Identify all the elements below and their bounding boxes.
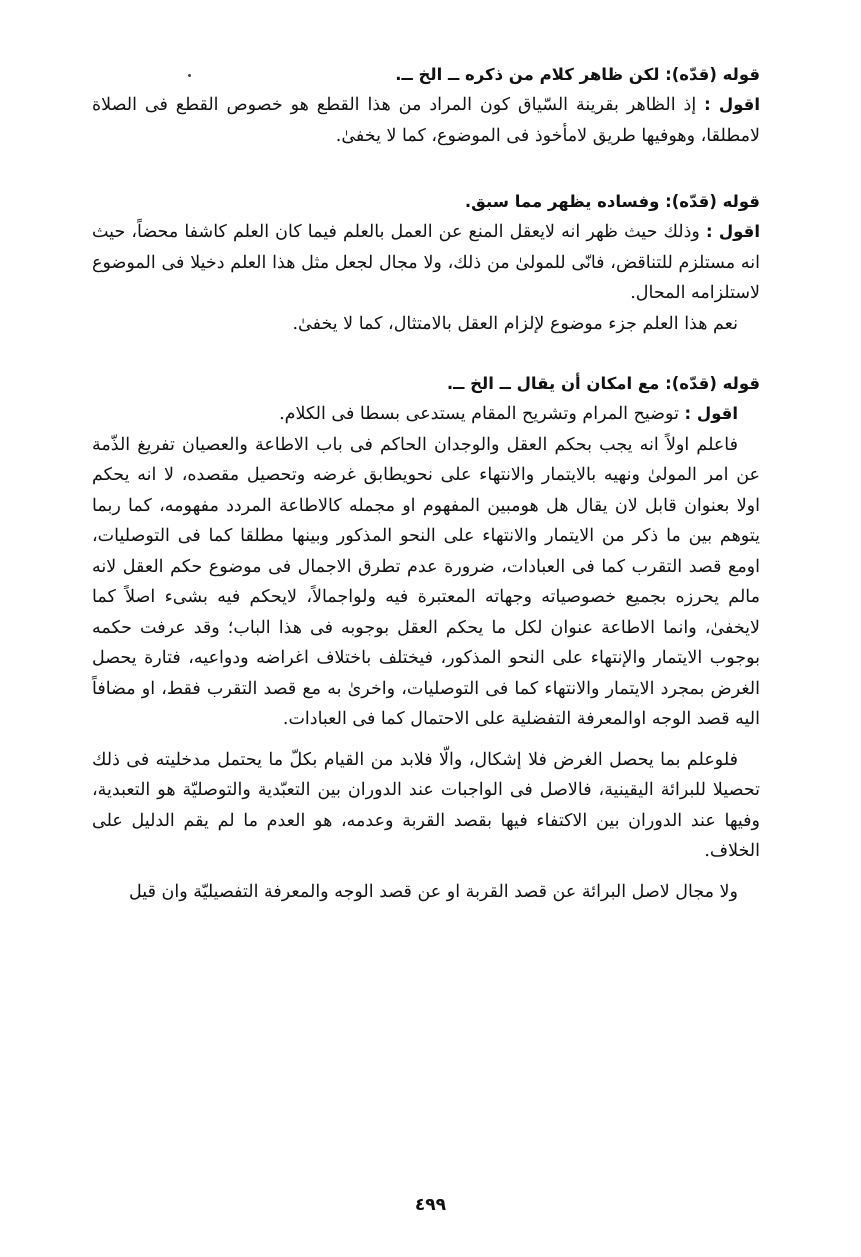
section-3: [92, 369, 760, 907]
reply-lead: اقول :: [705, 222, 760, 241]
section-2: [92, 187, 760, 339]
reply-text: وذلك حيث ظهر انه لايعقل المنع عن العمل بالعلم فيما كان العلم كاشفا محضاً، حيث انه مستلزم للتناقض، فانّى للمولىٰ من ذلك، ولا مجال لجعل مثل هذا العلم دخيلا فى الموضوع لاستلزامه المحال.: [92, 222, 760, 303]
section-1-heading: قوله (قدّه): لكن ظاهر كلام من ذكره ــ الخ ــ.: [395, 65, 760, 84]
page-number: ٤٩٩: [414, 1195, 447, 1215]
section-1: [92, 60, 760, 151]
section-3-heading: قوله (قدّه): مع امكان أن يقال ــ الخ ــ.: [446, 374, 760, 393]
reply-text: توضيح المرام وتشريح المقام يستدعى بسطا فى الكلام.: [279, 404, 679, 424]
section-3-paragraph-1: فاعلم اولاً انه يجب بحكم العقل والوجدان الحاكم فى باب الاطاعة والعصيان تفريغ الذّمة عن امر المولىٰ ونهيه بالايتمار والانتهاء على نحويطابق غرضه وتحصيل مقصده، لا انه يحكم اولا بعنوان قابل لان يقال هل هومبين المفهوم او مجمله كالاطاعة المردد مفهومه، كما ربما يتوهم بين ما ذكر من الايتمار والانتهاء على النحو المذكور وبينها مطلقا كما فى التوصليات، اومع قصد التقرب كما فى العبادات، ضرورة عدم تطرق الاجمال فى موضوع حكم العقل لانه مالم يحرزه بجميع خصوصياته وجهاته المعتبرة فيه ولواجمالاً، لايحكم فيه بشىء اصلاً كما لايخفىٰ، وانما الاطاعة عنوان لكل ما يحكم العقل بوجوبه فى هذا الباب؛ وقد عرفت حكمه بوجوب الايتمار والإنتهاء على النحو المذكور، فيختلف باختلاف اغراضه ودواعيه، فتارة يحصل الغرض بمجرد الايتمار والانتهاء كما فى التوصليات، واخرىٰ به مع قصد التقرب فقط، او مضافاً اليه قصد الوجه اوالمعرفة التفضلية على الاحتمال كما فى العبادات.: [92, 434, 760, 729]
reply-lead: اقول :: [704, 95, 760, 114]
reply-text: إذ الظاهر بقرينة السّياق كون المراد من هذا القطع هو خصوص القطع فى الصلاة لامطلقا، وهوفيها طريق لامأخوذ فى الموضوع، كما لا يخفىٰ.: [92, 95, 760, 146]
section-2-heading: قوله (قدّه): وفساده يظهر مما سبق.: [464, 192, 760, 211]
section-2-reply: [92, 217, 760, 309]
section-3-reply: [92, 399, 760, 430]
reply-lead: اقول :: [684, 404, 738, 423]
section-3-paragraph-2: فلوعلم بما يحصل الغرض فلا إشكال، والّا فلابد من القيام بكلّ ما يحتمل مدخليته فى ذلك تحصيلا للبرائة اليقينية، فالاصل فى الواجبات عند الدوران بين التعبّدية والتوصليّة هو التعبدية، وفيها عند الدوران بين الاكتفاء فيها بقصد القربة وعدمه، هو العدم ما لم يقم الدليل على الخلاف.: [92, 749, 760, 861]
section-2-extra: نعم هذا العلم جزء موضوع لإلزام العقل بالامتثال، كما لا يخفىٰ.: [292, 313, 738, 334]
section-1-reply: [92, 90, 760, 151]
section-3-paragraph-3: ولا مجال لاصل البرائة عن قصد القربة او عن قصد الوجه والمعرفة التفصيليّة وان قيل: [129, 881, 738, 902]
page-body: [92, 60, 760, 937]
